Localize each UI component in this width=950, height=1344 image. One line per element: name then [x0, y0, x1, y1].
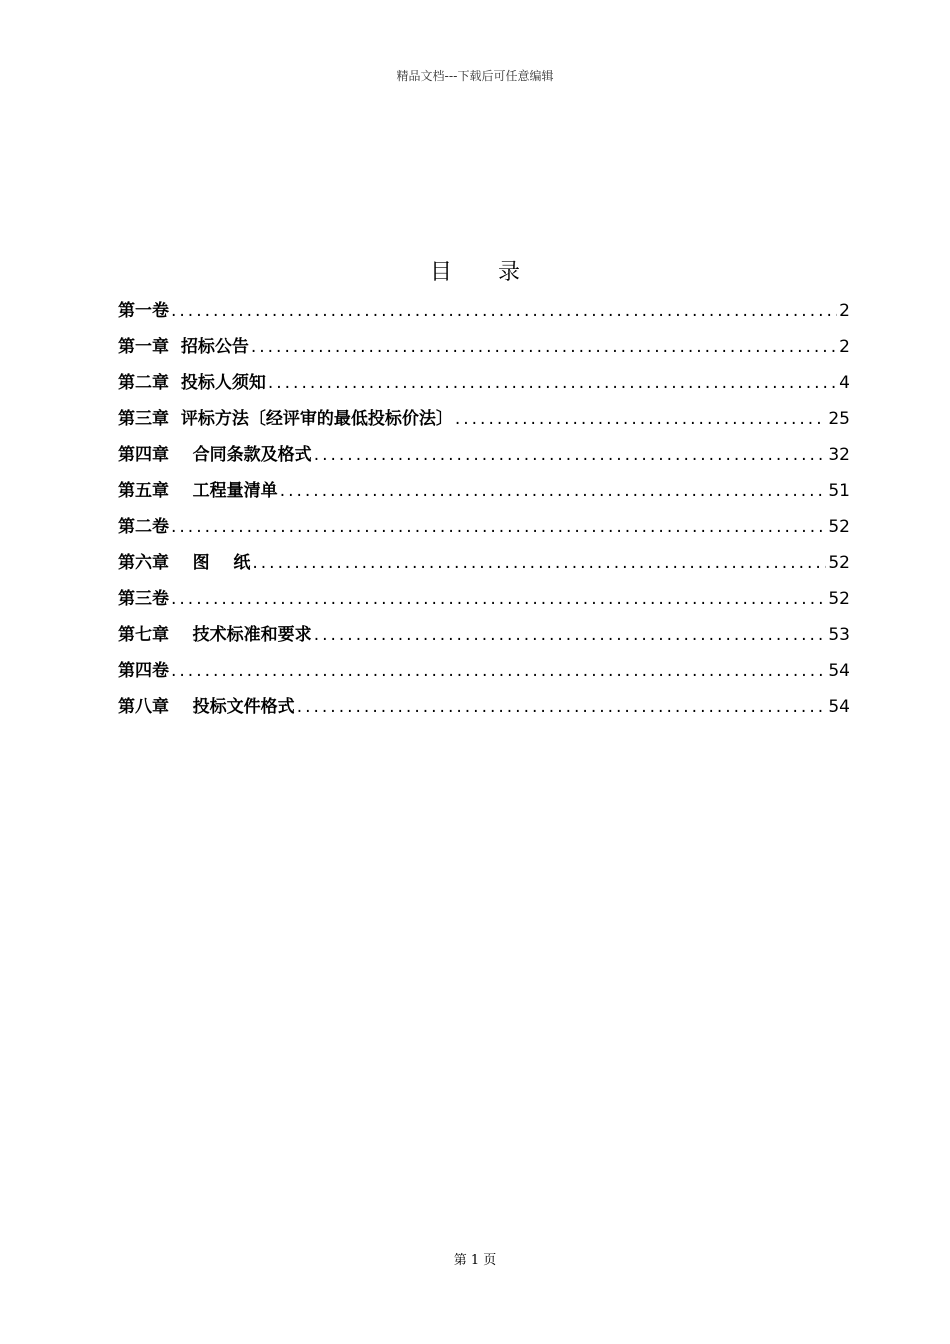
toc-dot-leader [171, 656, 826, 686]
toc-entry-page: 2 [839, 301, 850, 321]
toc-entry[interactable] [118, 692, 850, 728]
toc-entry-label: 第四章 合同条款及格式 [118, 445, 312, 465]
toc-dot-leader [252, 548, 826, 578]
toc-dot-leader [314, 620, 827, 650]
toc-entry-page: 51 [828, 481, 850, 501]
toc-entry-page: 52 [828, 553, 850, 573]
toc-entry[interactable] [118, 296, 850, 332]
toc-entry-page: 53 [828, 625, 850, 645]
toc-entry[interactable] [118, 548, 850, 584]
toc-entry-page: 25 [828, 409, 850, 429]
toc-entry-label: 第三章 评标方法〔经评审的最低投标价法〕 [118, 409, 453, 429]
toc-dot-leader [171, 584, 826, 614]
toc-entry[interactable] [118, 368, 850, 404]
toc-dot-leader [268, 368, 837, 398]
toc-list [118, 296, 850, 728]
toc-entry-page: 54 [828, 697, 850, 717]
toc-entry[interactable] [118, 404, 850, 440]
page-footer: 第 1 页 [453, 1253, 497, 1268]
toc-dot-leader [251, 332, 837, 362]
toc-entry[interactable] [118, 620, 850, 656]
toc-entry-label: 第八章 投标文件格式 [118, 697, 295, 717]
toc-entry[interactable] [118, 476, 850, 512]
page-header: 精品文档---下载后可任意编辑 [396, 69, 554, 83]
toc-entry-label: 第七章 技术标准和要求 [118, 625, 312, 645]
toc-dot-leader [455, 404, 827, 434]
toc-entry-page: 52 [828, 517, 850, 537]
toc-entry[interactable] [118, 656, 850, 692]
toc-entry-label: 第五章 工程量清单 [118, 481, 278, 501]
toc-entry-label: 第六章 图 纸 [118, 553, 251, 573]
toc-title: 目录 [429, 259, 566, 285]
toc-dot-leader [171, 296, 837, 326]
toc-entry-label: 第一章 招标公告 [118, 337, 249, 357]
toc-dot-leader [280, 476, 827, 506]
toc-entry[interactable] [118, 440, 850, 476]
toc-entry-label: 第一卷 [118, 301, 169, 321]
toc-dot-leader [297, 692, 827, 722]
toc-entry-page: 32 [828, 445, 850, 465]
toc-dot-leader [171, 512, 826, 542]
toc-entry-label: 第四卷 [118, 661, 169, 681]
toc-entry-page: 54 [828, 661, 850, 681]
toc-entry[interactable] [118, 332, 850, 368]
toc-entry-label: 第三卷 [118, 589, 169, 609]
toc-entry-label: 第二卷 [118, 517, 169, 537]
toc-entry-page: 52 [828, 589, 850, 609]
toc-entry-label: 第二章 投标人须知 [118, 373, 266, 393]
toc-entry[interactable] [118, 512, 850, 548]
toc-entry-page: 2 [839, 337, 850, 357]
toc-dot-leader [314, 440, 827, 470]
toc-entry[interactable] [118, 584, 850, 620]
toc-entry-page: 4 [839, 373, 850, 393]
